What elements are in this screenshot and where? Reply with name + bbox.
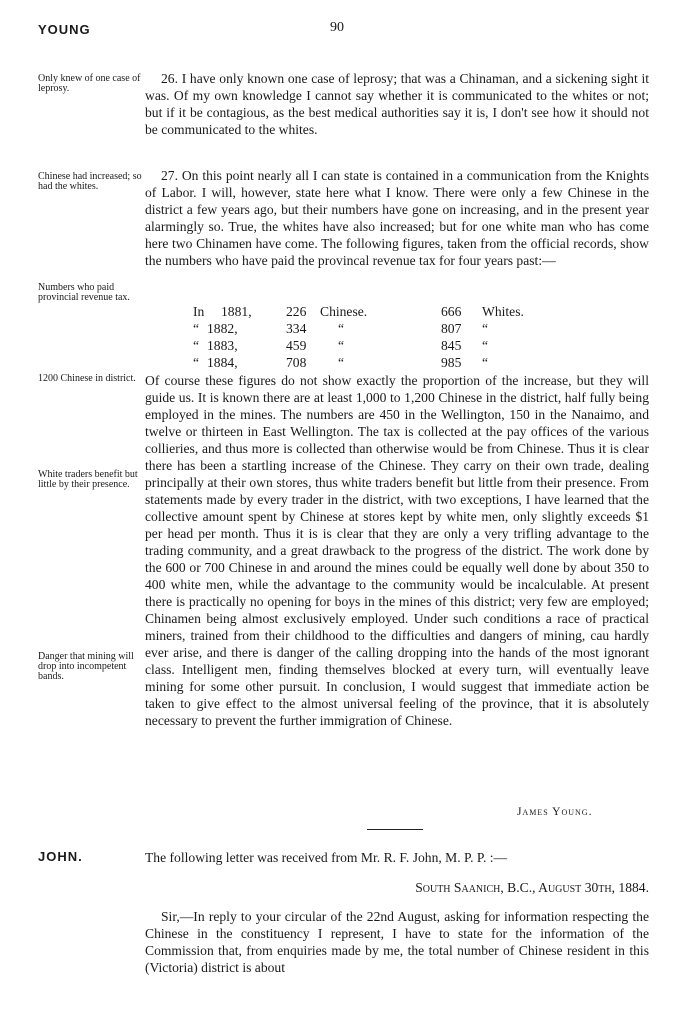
letter-body: Sir,—In reply to your circular of the 22nd August, asking for information respecting the Chinese in the constituency I represent, I have to state for the information of the Commission that, from enquiries made by me, the total number of Chinese resident in this (Victoria) district is about [145,909,649,975]
margin-note-danger: Danger that mining will drop into incompetent bands. [38,651,134,682]
paragraph-27: 27. On this point nearly all I can state is contained in a communication from the Knights of Labor. I will, however, state here what I know. There were only a few Chinese in the district a few years ago, but their numbers have gone on increasing, and in the present year alarmingly so. True, the whites have also increased; but for one white man who has come here two Chinamen have come. The following figures, taken from the official records, show the numbers who have paid the provincal revenue tax for four years past:— [145,168,649,268]
running-head-name: YOUNG [38,22,91,37]
dateline: South Saanich, B.C., August 30th, 1884. [415,880,649,895]
page-number: 90 [330,20,344,35]
margin-note-leprosy: Only knew of one case of leprosy. [38,73,141,94]
signature: James Young. [517,806,593,818]
margin-note-increase: Chinese had increased; so had the whites. [38,171,142,192]
margin-note-traders: White traders benefit but little by their presence. [38,469,138,490]
john-intro: The following letter was received from Mr. R. F. John, M. P. P. :— [145,850,508,865]
paragraph-26: 26. I have only known one case of leprosy; that was a Chinaman, and a sickening sight it was. Of my own knowledge I cannot say whether it is communicated to the whites or not; but if it be contagious, as the best medical authorities say it is, I don't see how it should not be communicated to the whites. [145,71,649,137]
section-heading-john: JOHN. [38,849,83,864]
section-divider [367,829,423,830]
margin-note-tax: Numbers who paid provincial revenue tax. [38,282,130,303]
paragraph-continuation: Of course these figures do not show exactly the proportion of the increase, but they will guide us. It is known there are at least 1,000 to 1,200 Chinese in the district, half fully being employed in the mines. The numbers are 450 in the Wellington, 150 in the Nanaimo, and twelve or thirteen in East Wellington. The tax is collected at the pay offices of the various collieries, and thus more is collected than otherwise would be from Chinese. Thus it is clear there has been a startling increase of the Chinese. They carry on their own trade, dealing principally at their own stores, thus white traders benefit but little from their presence. From statements made by every trader in the district, with two exceptions, I have learned that the collective amount spent by Chinese at stores kept by white men, only slightly exceeds $1 per head per month. Thus it is is clear that they are only a very trifling advantage to the trading community, and a great drawback to the progress of the district. The work done by the 600 or 700 Chinese in and around the mines could be equally well done by about 350 to 400 white men, while the advantage to the community would be incalculable. At present there is practically no opening for boys in the mines of this district; very few are employed; Chinamen being almost exclusively employed. Under such conditions a race of practical miners, trained from their childhood to the difficulties and dangers of mining, cau hardly ever arise, and there is danger of the calling dropping into the hands of the most ignorant class. Intelligent men, finding themselves blocked at every turn, will eventually leave mining for some other pursuit. In conclusion, I would suggest that immediate action be taken to give effect to the almost universal feeling of the province, that it is absolutely necessary to prevent the further immigration of Chinese. [145,373,649,728]
margin-note-1200: 1200 Chinese in district. [38,373,136,384]
